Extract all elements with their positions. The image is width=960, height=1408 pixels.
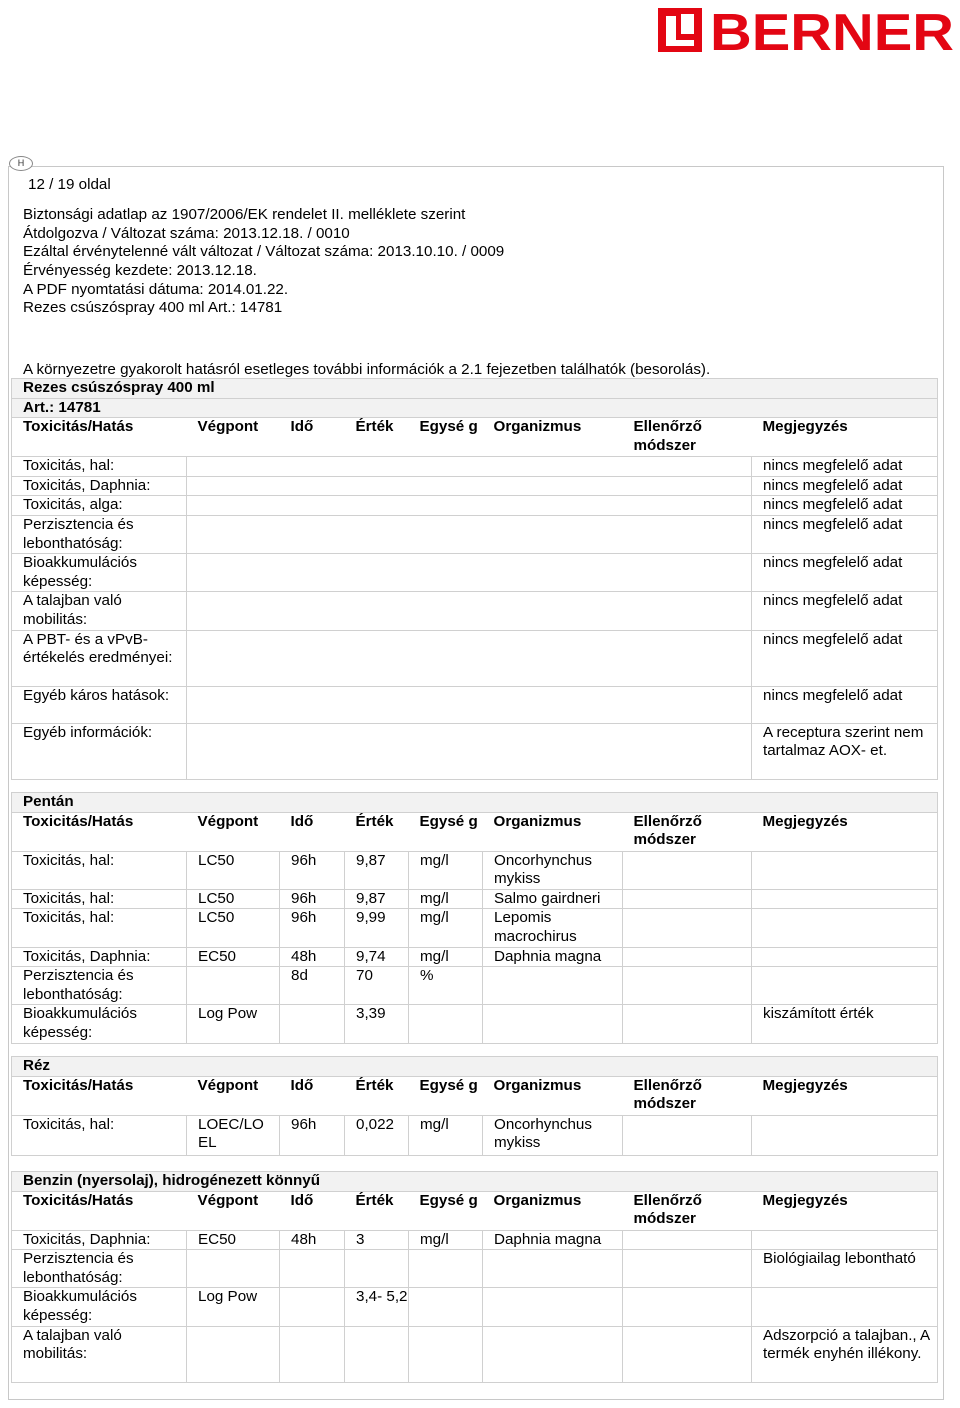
table-cell: Egyéb információk: (12, 723, 187, 779)
table-cell: Toxicitás, hal: (12, 889, 187, 909)
table-cell (623, 1250, 752, 1288)
col-header: Ellenőrző módszer (623, 812, 752, 851)
table-cell: 8d (280, 967, 345, 1005)
table-cell (187, 476, 752, 496)
table-cell: A talajban való mobilitás: (12, 1326, 187, 1382)
table-cell: mg/l (409, 909, 483, 947)
table-cell: % (409, 967, 483, 1005)
doc-header-line-4: Érvényesség kezdete: 2013.12.18. (23, 262, 257, 279)
col-header: Organizmus (483, 812, 623, 851)
col-header: Megjegyzés (752, 812, 938, 851)
col-header: Toxicitás/Hatás (12, 418, 187, 457)
table-cell: 96h (280, 909, 345, 947)
table-row (12, 457, 938, 477)
table-cell (752, 947, 938, 967)
table-cell: A receptura szerint nem tartalmaz AOX- et. (752, 723, 938, 779)
col-header: Érték (345, 418, 409, 457)
table-cell (483, 1250, 623, 1288)
table-row (12, 947, 938, 967)
col-header: Egysé g (409, 1191, 483, 1230)
col-header: Megjegyzés (752, 1191, 938, 1230)
table-cell (752, 1230, 938, 1250)
table-cell: Egyéb káros hatások: (12, 686, 187, 723)
language-badge-h: H (9, 156, 33, 171)
doc-header-line-5: A PDF nyomtatási dátuma: 2014.01.22. (23, 281, 289, 298)
table-cell: kiszámított érték (752, 1005, 938, 1043)
table-cell: 9,74 (345, 947, 409, 967)
col-header: Ellenőrző módszer (623, 418, 752, 457)
table-cell: LC50 (187, 889, 280, 909)
table-cell (280, 1005, 345, 1043)
col-header: Ellenőrző módszer (623, 1191, 752, 1230)
col-header: Megjegyzés (752, 418, 938, 457)
col-header: Idő (280, 812, 345, 851)
table-cell: LC50 (187, 851, 280, 889)
table-cell: Bioakkumulációs képesség: (12, 1288, 187, 1326)
table-cell (345, 1250, 409, 1288)
col-header: Érték (345, 1191, 409, 1230)
col-header: Organizmus (483, 1191, 623, 1230)
table-cell: 48h (280, 947, 345, 967)
col-header: Toxicitás/Hatás (12, 1191, 187, 1230)
table-3-title: Réz (12, 1057, 938, 1077)
table-cell (483, 1005, 623, 1043)
table-cell: EC50 (187, 947, 280, 967)
table-cell (409, 1326, 483, 1382)
col-header: Egysé g (409, 418, 483, 457)
table-cell: nincs megfelelő adat (752, 496, 938, 516)
table-cell: EC50 (187, 1230, 280, 1250)
table-row (12, 1115, 938, 1155)
table-cell (483, 1288, 623, 1326)
table-cell: 70 (345, 967, 409, 1005)
ecotox-table-rez (11, 1056, 938, 1156)
table-cell: Toxicitás, Daphnia: (12, 947, 187, 967)
table-cell (409, 1250, 483, 1288)
col-header: Végpont (187, 1076, 280, 1115)
table-cell: Log Pow (187, 1288, 280, 1326)
table-cell (752, 967, 938, 1005)
table-cell (623, 967, 752, 1005)
col-header: Toxicitás/Hatás (12, 812, 187, 851)
table-cell: Adszorpció a talajban., A termék enyhén illékony. (752, 1326, 938, 1382)
doc-header-line-3: Ezáltal érvénytelenné vált változat / Változat száma: 2013.10.10. / 0009 (23, 243, 505, 260)
table-row (12, 967, 938, 1005)
table-cell: 9,87 (345, 889, 409, 909)
table-cell: 0,022 (345, 1115, 409, 1155)
table-cell: Bioakkumulációs képesség: (12, 554, 187, 592)
table-cell: nincs megfelelő adat (752, 686, 938, 723)
table-cell: 3,39 (345, 1005, 409, 1043)
table-row (12, 554, 938, 592)
berner-logo (656, 6, 956, 54)
table-cell (187, 630, 752, 686)
table-row (12, 909, 938, 947)
table-cell (409, 1005, 483, 1043)
col-header: Egysé g (409, 812, 483, 851)
table-cell: Toxicitás, hal: (12, 851, 187, 889)
col-header: Organizmus (483, 418, 623, 457)
table-cell: Daphnia magna (483, 947, 623, 967)
table-cell (623, 947, 752, 967)
table-cell (623, 1230, 752, 1250)
table-cell (280, 1326, 345, 1382)
table-cell (187, 1250, 280, 1288)
table-cell: Bioakkumulációs képesség: (12, 1005, 187, 1043)
col-header: Egysé g (409, 1076, 483, 1115)
table-cell (623, 1288, 752, 1326)
col-header: Végpont (187, 418, 280, 457)
table-cell (752, 851, 938, 889)
table-cell: Toxicitás, Daphnia: (12, 1230, 187, 1250)
table-cell (345, 1326, 409, 1382)
table-cell: nincs megfelelő adat (752, 592, 938, 630)
berner-logo-icon (658, 8, 702, 52)
table-cell: Perzisztencia és lebonthatóság: (12, 1250, 187, 1288)
table-4-title: Benzin (nyersolaj), hidrogénezett könnyű (12, 1172, 938, 1192)
table-row (12, 851, 938, 889)
table-cell: nincs megfelelő adat (752, 457, 938, 477)
table-cell (187, 1326, 280, 1382)
table-cell: A talajban való mobilitás: (12, 592, 187, 630)
ecotox-table-pentan (11, 792, 938, 1044)
intro-text: A környezetre gyakorolt hatásról esetleges további információk a 2.1 fejezetben találhatók (besorolás). (23, 361, 711, 378)
table-cell: Oncorhynchus mykiss (483, 851, 623, 889)
table-cell: Log Pow (187, 1005, 280, 1043)
col-header: Toxicitás/Hatás (12, 1076, 187, 1115)
table-cell: nincs megfelelő adat (752, 554, 938, 592)
col-header: Idő (280, 1191, 345, 1230)
table-cell: 96h (280, 851, 345, 889)
doc-header-line-6: Rezes csúszóspray 400 ml Art.: 14781 (23, 299, 283, 316)
table-cell: nincs megfelelő adat (752, 630, 938, 686)
table-row (12, 592, 938, 630)
table-row (12, 496, 938, 516)
table-row (12, 1250, 938, 1288)
table-cell (623, 889, 752, 909)
table-cell (187, 592, 752, 630)
col-header: Organizmus (483, 1076, 623, 1115)
table-cell: Perzisztencia és lebonthatóság: (12, 967, 187, 1005)
doc-header-line-2: Átdolgozva / Változat száma: 2013.12.18. / 0010 (23, 225, 350, 242)
col-header: Érték (345, 812, 409, 851)
table-cell (623, 851, 752, 889)
col-header: Idő (280, 1076, 345, 1115)
table-cell: Toxicitás, hal: (12, 909, 187, 947)
table-cell: A PBT- és a vPvB- értékelés eredményei: (12, 630, 187, 686)
table-cell: Biológiailag lebontható (752, 1250, 938, 1288)
table-cell: Lepomis macrochirus (483, 909, 623, 947)
table-cell (483, 967, 623, 1005)
ecotox-table-benzin (11, 1171, 938, 1383)
table-cell: Toxicitás, hal: (12, 457, 187, 477)
table-cell (187, 967, 280, 1005)
col-header: Végpont (187, 812, 280, 851)
table-cell: nincs megfelelő adat (752, 476, 938, 496)
table-cell (623, 909, 752, 947)
table-cell: 48h (280, 1230, 345, 1250)
col-header: Érték (345, 1076, 409, 1115)
table-cell (752, 889, 938, 909)
table-cell (187, 457, 752, 477)
table-cell: 3 (345, 1230, 409, 1250)
table-cell (623, 1115, 752, 1155)
table-row (12, 1326, 938, 1382)
table-cell (409, 1288, 483, 1326)
table-cell (752, 909, 938, 947)
col-header: Idő (280, 418, 345, 457)
table-cell (280, 1250, 345, 1288)
table-cell: Toxicitás, Daphnia: (12, 476, 187, 496)
table-row (12, 630, 938, 686)
table-cell (752, 1288, 938, 1326)
table-row (12, 1230, 938, 1250)
table-cell: 9,87 (345, 851, 409, 889)
table-cell (187, 723, 752, 779)
table-cell (623, 1326, 752, 1382)
table-1-title: Rezes csúszóspray 400 ml (12, 379, 938, 399)
table-cell (187, 686, 752, 723)
table-cell: LC50 (187, 909, 280, 947)
col-header: Ellenőrző módszer (623, 1076, 752, 1115)
table-cell: nincs megfelelő adat (752, 515, 938, 553)
table-2-title: Pentán (12, 793, 938, 813)
table-cell (187, 496, 752, 516)
table-cell: mg/l (409, 947, 483, 967)
doc-header-line-1: Biztonsági adatlap az 1907/2006/EK rendelet II. melléklete szerint (23, 206, 466, 223)
page-number: 12 / 19 oldal (28, 176, 111, 193)
table-1-subtitle: Art.: 14781 (12, 398, 938, 418)
ecotox-table-1 (11, 378, 938, 780)
table-cell: 96h (280, 1115, 345, 1155)
table-row (12, 1005, 938, 1043)
col-header: Megjegyzés (752, 1076, 938, 1115)
table-row (12, 1288, 938, 1326)
table-cell: 3,4- 5,2 (345, 1288, 409, 1326)
table-cell: mg/l (409, 851, 483, 889)
table-cell (752, 1115, 938, 1155)
table-row (12, 723, 938, 779)
col-header: Végpont (187, 1191, 280, 1230)
table-cell: mg/l (409, 889, 483, 909)
table-cell: Perzisztencia és lebonthatóság: (12, 515, 187, 553)
table-cell: mg/l (409, 1115, 483, 1155)
table-row (12, 515, 938, 553)
table-row (12, 476, 938, 496)
table-cell: Salmo gairdneri (483, 889, 623, 909)
table-cell: 96h (280, 889, 345, 909)
table-cell: LOEC/LO EL (187, 1115, 280, 1155)
table-row (12, 686, 938, 723)
table-cell (623, 1005, 752, 1043)
table-cell: mg/l (409, 1230, 483, 1250)
table-cell: Oncorhynchus mykiss (483, 1115, 623, 1155)
berner-wordmark: BERNER (710, 6, 954, 54)
table-cell: 9,99 (345, 909, 409, 947)
table-cell: Toxicitás, hal: (12, 1115, 187, 1155)
table-cell (280, 1288, 345, 1326)
table-cell: Daphnia magna (483, 1230, 623, 1250)
table-cell (187, 554, 752, 592)
table-cell (483, 1326, 623, 1382)
table-cell: Toxicitás, alga: (12, 496, 187, 516)
table-cell (187, 515, 752, 553)
table-row (12, 889, 938, 909)
